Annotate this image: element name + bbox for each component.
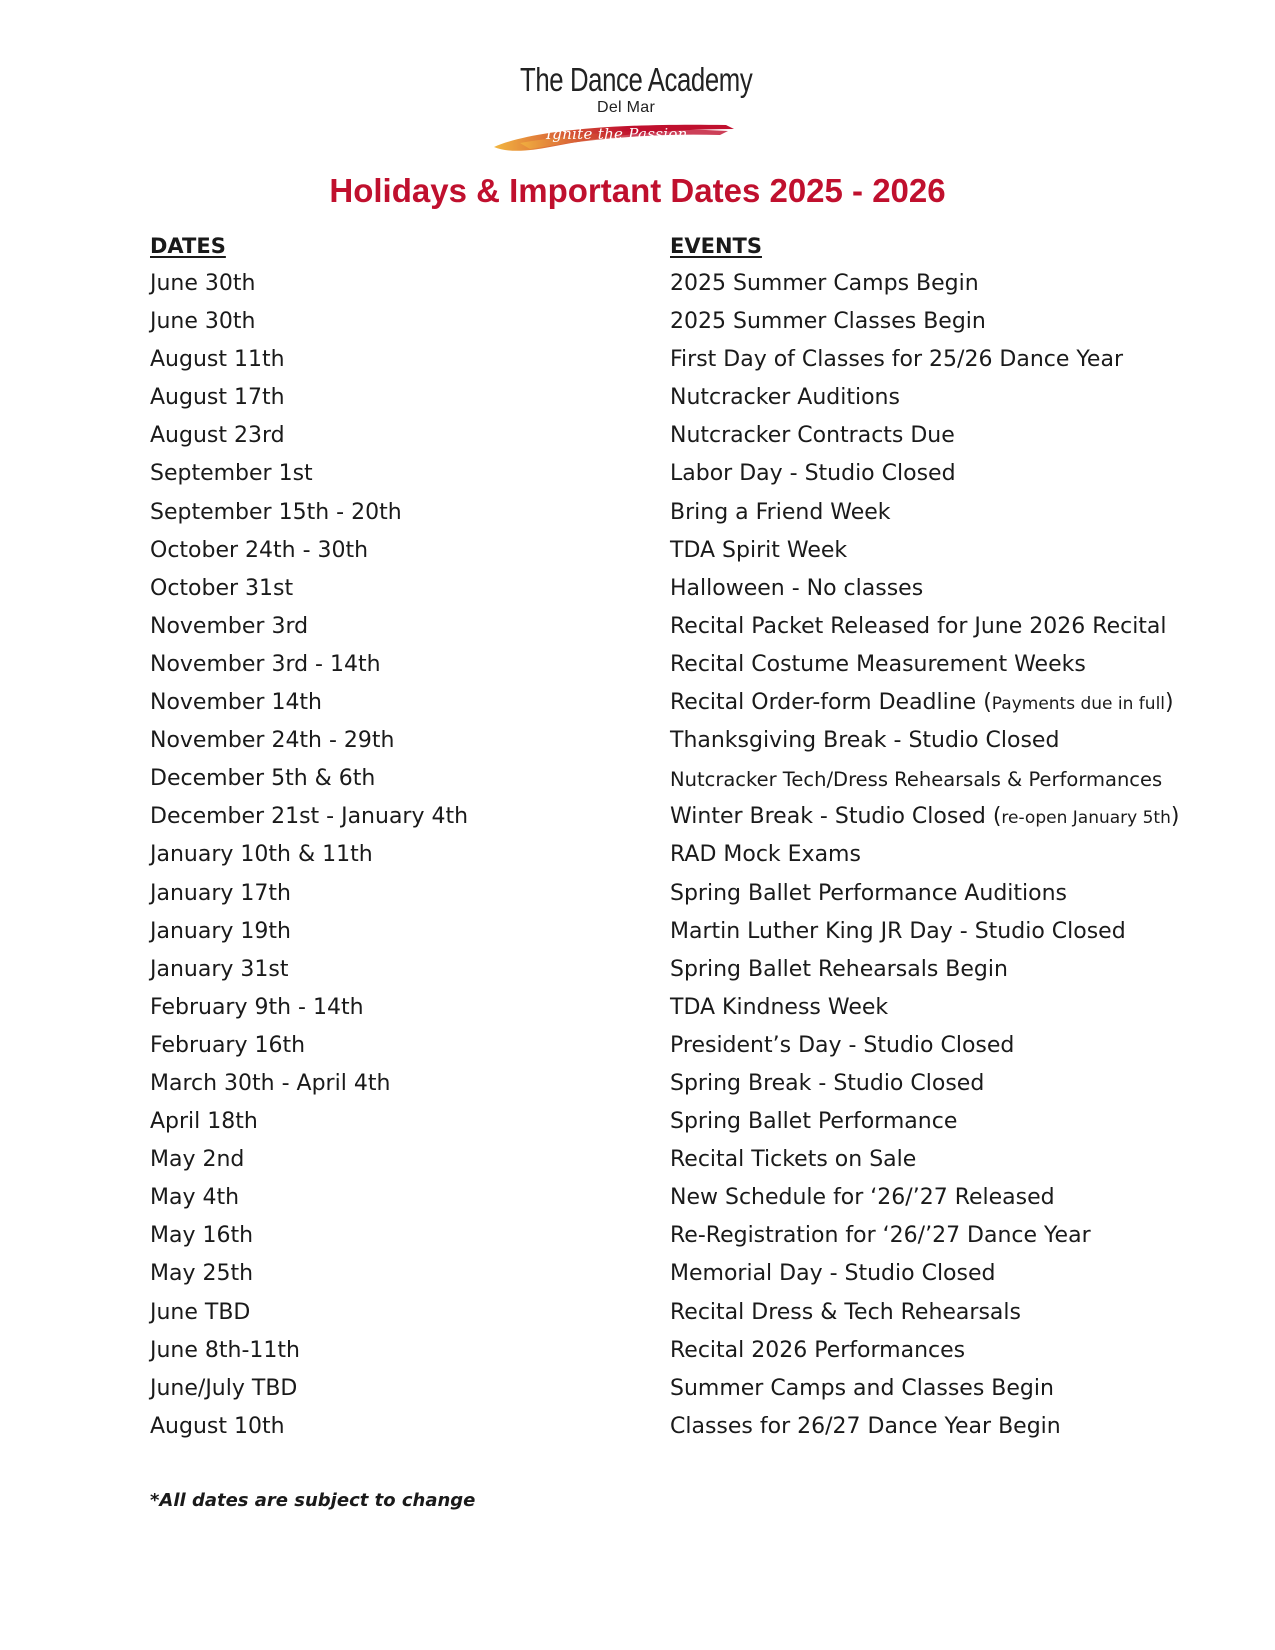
event-text: Spring Ballet Performance: [670, 1109, 958, 1135]
event-cell: [670, 690, 1174, 715]
date-cell: August 17th: [150, 385, 285, 411]
date-cell: November 14th: [150, 690, 323, 716]
event-text: Nutcracker Contracts Due: [670, 423, 955, 449]
event-cell: [670, 461, 956, 486]
event-note-close: ): [1165, 690, 1174, 716]
date-cell: May 25th: [150, 1261, 254, 1287]
table-row: [0, 344, 1275, 382]
table-row: [0, 1335, 1275, 1373]
date-cell: October 31st: [150, 575, 294, 601]
event-cell: [670, 768, 1162, 791]
date-cell: March 30th - April 4th: [150, 1070, 391, 1096]
event-cell: [670, 614, 1167, 639]
event-text: RAD Mock Exams: [670, 842, 861, 868]
event-cell: [670, 423, 955, 448]
date-cell: April 18th: [150, 1109, 258, 1135]
date-cell: May 4th: [150, 1185, 240, 1211]
event-cell: [670, 538, 847, 563]
footnote: *All dates are subject to change: [150, 1490, 476, 1511]
date-cell: June 30th: [150, 309, 256, 335]
table-row: [0, 916, 1275, 954]
date-cell: December 21st - January 4th: [150, 804, 469, 830]
event-text: First Day of Classes for 25/26 Dance Year: [670, 347, 1123, 373]
event-cell: [670, 804, 1179, 829]
table-row: [0, 497, 1275, 535]
event-note-close: ): [1170, 804, 1180, 830]
logo-tagline: Ignite the Passion: [546, 125, 688, 143]
event-text: Recital 2026 Performances: [670, 1337, 966, 1363]
event-cell: [670, 576, 923, 601]
date-cell: October 24th - 30th: [150, 537, 369, 563]
date-cell: September 1st: [150, 461, 313, 487]
date-cell: May 2nd: [150, 1147, 245, 1173]
date-cell: June TBD: [150, 1299, 251, 1325]
schedule-table: [0, 268, 1275, 1449]
event-text: Winter Break - Studio Closed (: [670, 804, 1002, 830]
event-cell: [670, 347, 1123, 372]
page-title: Holidays & Important Dates 2025 - 2026: [329, 172, 946, 209]
table-row: [0, 1106, 1275, 1144]
event-text: President’s Day - Studio Closed: [670, 1032, 1015, 1058]
event-text: Nutcracker Auditions: [670, 385, 900, 411]
event-text: Recital Order-form Deadline (: [670, 690, 992, 716]
table-row: [0, 1182, 1275, 1220]
event-cell: [670, 652, 1086, 677]
event-text: TDA Spirit Week: [670, 537, 848, 563]
events-column-header: EVENTS: [670, 234, 762, 258]
table-row: [0, 1220, 1275, 1258]
event-cell: [670, 1147, 916, 1172]
date-cell: February 16th: [150, 1032, 306, 1058]
event-text: Re-Registration for ‘26/’27 Dance Year: [670, 1223, 1091, 1249]
event-cell: [670, 881, 1067, 906]
table-row: [0, 535, 1275, 573]
table-row: [0, 1144, 1275, 1182]
event-note: re-open January 5th: [1001, 808, 1171, 829]
dates-column-header: DATES: [150, 234, 226, 258]
event-cell: [670, 1338, 965, 1363]
event-cell: [670, 1300, 1021, 1325]
table-row: [0, 268, 1275, 306]
date-cell: August 11th: [150, 347, 285, 373]
event-text: 2025 Summer Classes Begin: [670, 309, 986, 335]
table-row: [0, 306, 1275, 344]
event-cell: [670, 1376, 1054, 1401]
event-note: Payments due in full: [991, 694, 1166, 715]
event-cell: [670, 919, 1126, 944]
logo-brand-name: The Dance Academy: [520, 61, 753, 98]
table-row: [0, 649, 1275, 687]
logo-location: Del Mar: [597, 99, 656, 116]
event-cell: [670, 1223, 1091, 1248]
date-cell: December 5th & 6th: [150, 766, 376, 792]
event-text: Recital Tickets on Sale: [670, 1147, 917, 1173]
event-text: Spring Ballet Performance Auditions: [670, 880, 1068, 906]
event-cell: [670, 1071, 984, 1096]
event-cell: [670, 309, 986, 334]
table-row: [0, 801, 1275, 839]
table-row: [0, 992, 1275, 1030]
table-row: [0, 839, 1275, 877]
date-cell: January 17th: [150, 880, 291, 906]
date-cell: June 8th-11th: [150, 1337, 300, 1363]
event-cell: [670, 500, 891, 525]
table-row: [0, 611, 1275, 649]
table-row: [0, 1030, 1275, 1068]
date-cell: September 15th - 20th: [150, 499, 402, 525]
event-text: Bring a Friend Week: [670, 499, 891, 525]
table-row: [0, 687, 1275, 725]
event-cell: [670, 995, 888, 1020]
event-cell: [670, 728, 1059, 753]
event-text: Spring Ballet Rehearsals Begin: [670, 956, 1008, 982]
event-text: 2025 Summer Camps Begin: [670, 271, 979, 296]
academy-logo: [490, 55, 770, 165]
event-text: Nutcracker Tech/Dress Rehearsals & Performances: [670, 768, 1163, 792]
table-row: [0, 763, 1275, 801]
table-row: [0, 420, 1275, 458]
event-cell: [670, 271, 979, 296]
event-cell: [670, 842, 861, 867]
event-text: Recital Dress & Tech Rehearsals: [670, 1299, 1021, 1325]
table-row: [0, 1258, 1275, 1296]
event-cell: [670, 957, 1008, 982]
event-text: TDA Kindness Week: [670, 994, 889, 1020]
event-text: Thanksgiving Break - Studio Closed: [670, 728, 1060, 754]
event-text: Recital Costume Measurement Weeks: [670, 651, 1086, 677]
date-cell: January 19th: [150, 918, 291, 944]
date-cell: August 10th: [150, 1413, 285, 1439]
event-text: Classes for 26/27 Dance Year Begin: [670, 1413, 1061, 1439]
event-text: Spring Break - Studio Closed: [670, 1070, 985, 1096]
event-cell: [670, 1414, 1061, 1439]
event-text: Halloween - No classes: [670, 575, 924, 601]
table-row: [0, 382, 1275, 420]
event-text: Memorial Day - Studio Closed: [670, 1261, 996, 1287]
date-cell: August 23rd: [150, 423, 285, 449]
table-row: [0, 725, 1275, 763]
date-cell: January 31st: [150, 956, 289, 982]
event-cell: [670, 1261, 995, 1286]
event-cell: [670, 385, 900, 410]
table-row: [0, 1297, 1275, 1335]
date-cell: November 3rd: [150, 613, 309, 639]
event-cell: [670, 1109, 957, 1134]
event-text: Summer Camps and Classes Begin: [670, 1375, 1054, 1401]
date-cell: June 30th: [150, 271, 256, 296]
date-cell: November 3rd - 14th: [150, 651, 381, 677]
event-cell: [670, 1033, 1014, 1058]
table-row: [0, 573, 1275, 611]
event-cell: [670, 1185, 1055, 1210]
event-text: Recital Packet Released for June 2026 Recital: [670, 613, 1167, 639]
date-cell: June/July TBD: [150, 1375, 298, 1401]
event-text: Martin Luther King JR Day - Studio Closed: [670, 918, 1126, 944]
date-cell: February 9th - 14th: [150, 994, 364, 1020]
date-cell: January 10th & 11th: [150, 842, 373, 868]
date-cell: May 16th: [150, 1223, 254, 1249]
table-row: [0, 1373, 1275, 1411]
table-row: [0, 878, 1275, 916]
table-row: [0, 1068, 1275, 1106]
event-text: New Schedule for ‘26/’27 Released: [670, 1185, 1055, 1211]
table-row: [0, 1411, 1275, 1449]
table-row: [0, 954, 1275, 992]
table-row: [0, 458, 1275, 496]
event-text: Labor Day - Studio Closed: [670, 461, 956, 487]
date-cell: November 24th - 29th: [150, 728, 395, 754]
